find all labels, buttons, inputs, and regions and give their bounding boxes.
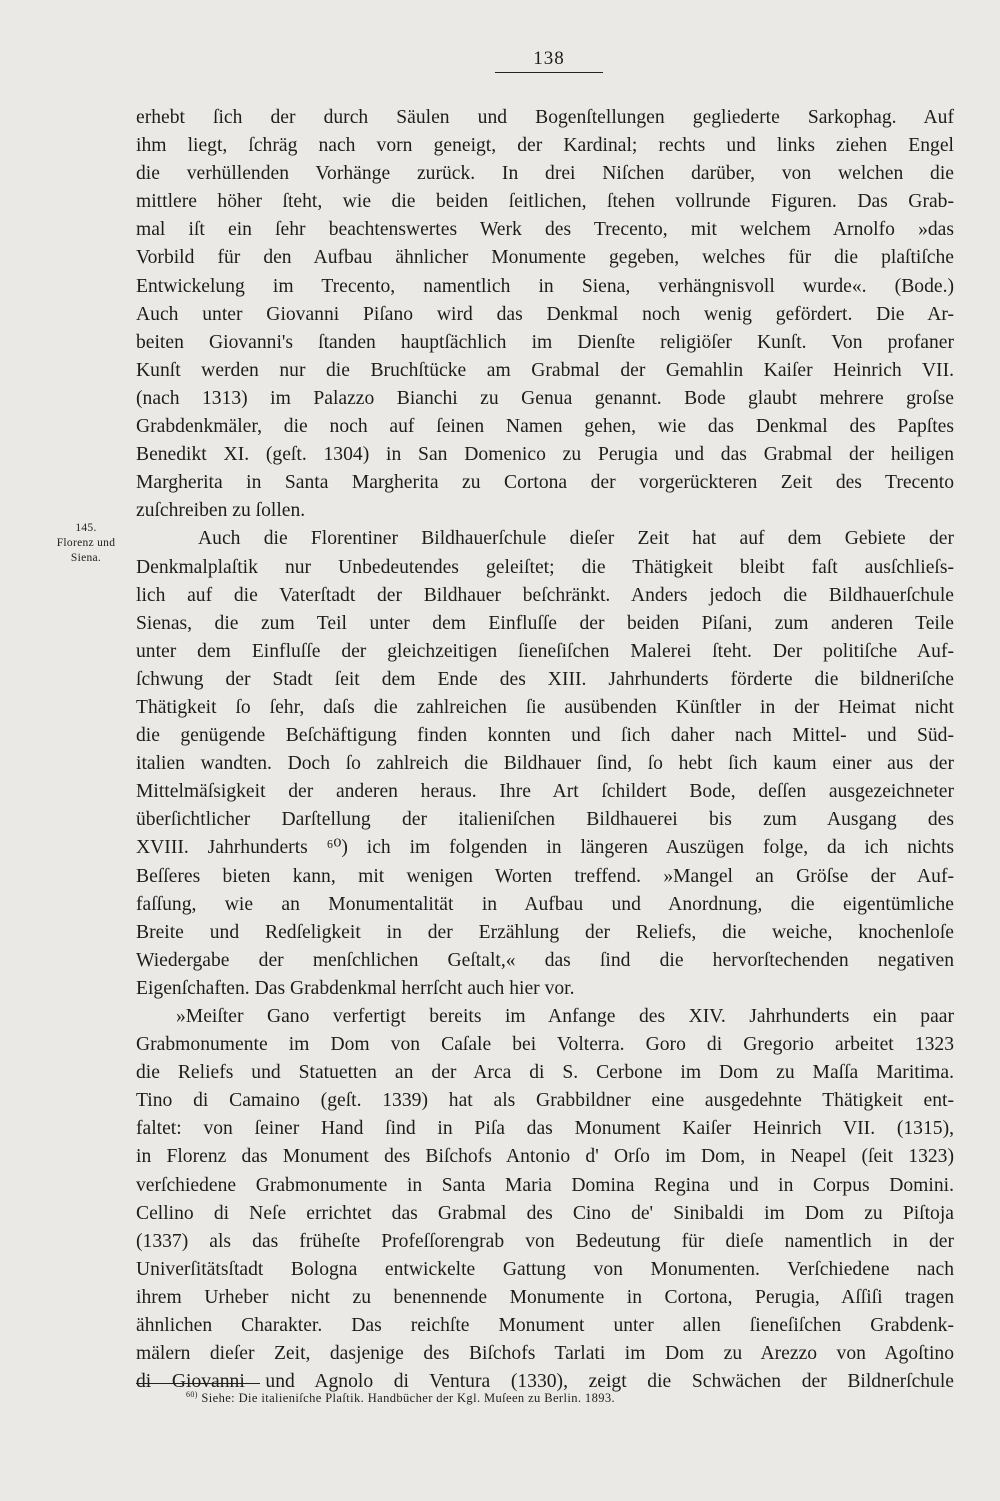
text-line: Wiedergabe der menſchlichen Geſtalt,« das ſind die hervorſtechenden negativen xyxy=(136,949,954,971)
text-line: Auch die Florentiner Bildhauerſchule dieſer Zeit hat auf dem Gebiete der xyxy=(198,528,954,550)
footnote-rule xyxy=(136,1383,260,1384)
text-line: zuſchreiben zu ſollen. xyxy=(136,500,306,522)
text-line: Cellino di Neſe errichtet das Grabmal des Cino de' Sinibaldi im Dom zu Piſtoja xyxy=(136,1202,954,1224)
text-line: mal iſt ein ſehr beachtenswertes Werk des Trecento, mit welchem Arnolfo »das xyxy=(136,219,954,241)
text-line: ähnlichen Charakter. Das reichſte Monument unter allen ſieneſiſchen Grabdenk- xyxy=(136,1315,954,1337)
text-line: faltet: von ſeiner Hand ſind in Piſa das Monument Kaiſer Heinrich VII. (1315), xyxy=(136,1118,954,1140)
text-line: verſchiedene Grabmonumente in Santa Maria Domina Regina und in Corpus Domini. xyxy=(136,1174,954,1196)
text-line: Grabdenkmäler, die noch auf ſeinen Namen gehen, wie das Denkmal des Papſtes xyxy=(136,416,954,438)
text-line: mälern dieſer Zeit, dasjenige des Biſchofs Tarlati im Dom zu Arezzo von Agoſtino xyxy=(136,1343,954,1365)
text-line: XVIII. Jahrhunderts ⁶⁰) ich im folgenden in längeren Auszügen folge, da ich nichts xyxy=(136,837,954,859)
margin-note-line-2: Siena. xyxy=(70,552,102,564)
text-line: faſſung, wie an Monumentalität in Aufbau und Anordnung, die eigentümliche xyxy=(136,893,954,915)
text-line: Beſſeres bieten kann, mit wenigen Worten treffend. »Mangel an Gröſse der Auf- xyxy=(136,865,954,887)
footnote-marker: 60) xyxy=(186,1390,198,1399)
footnote-text: Siehe: Die italieniſche Plaſtik. Handbücher der Kgl. Muſeen zu Berlin. 1893. xyxy=(201,1391,616,1406)
text-line: Auch unter Giovanni Piſano wird das Denkmal noch wenig gefördert. Die Ar- xyxy=(136,303,954,325)
text-line: Mittelmäſsigkeit der anderen heraus. Ihre Art ſchildert Bode, deſſen ausgezeichneter xyxy=(136,781,954,803)
text-line: Entwickelung im Trecento, namentlich in Siena, verhängnisvoll wurde«. (Bode.) xyxy=(136,275,954,297)
text-line: mittlere höher ſteht, wie die beiden ſeitlichen, ſtehen vollrunde Figuren. Das Grab- xyxy=(136,191,954,213)
text-line: ihrem Urheber nicht zu benennende Monumente in Cortona, Perugia, Aſſiſi tragen xyxy=(136,1286,954,1308)
margin-note xyxy=(40,521,132,566)
text-line: di Giovanni und Agnolo di Ventura (1330), zeigt die Schwächen der Bildnerſchule xyxy=(136,1371,954,1393)
page-number: 138 xyxy=(495,48,603,73)
text-line: Denkmalplaſtik nur Unbedeutendes geleiſtet; die Thätigkeit bleibt faſt ausſchlieſs- xyxy=(136,556,954,578)
text-line: lich auf die Vaterſtadt der Bildhauer beſchränkt. Anders jedoch die Bildhauerſchule xyxy=(136,584,954,606)
body-text xyxy=(136,104,954,1396)
text-line: (1337) als das früheſte Profeſſorengrab von Bedeutung für dieſe namentlich in der xyxy=(136,1230,954,1252)
text-line: überſichtlicher Darſtellung der italieniſchen Bildhauerei bis zum Ausgang des xyxy=(136,809,954,831)
text-line: »Meiſter Gano verfertigt bereits im Anfange des XIV. Jahrhunderts ein paar xyxy=(176,1006,954,1027)
text-line: Vorbild für den Aufbau ähnlicher Monumente gegeben, welches für die plaſtiſche xyxy=(136,247,954,269)
text-line: Thätigkeit ſo ſehr, daſs die zahlreichen ſie ausübenden Künſtler in der Heimat nicht xyxy=(136,696,954,718)
text-line: Margherita in Santa Margherita zu Cortona der vorgerückteren Zeit des Trecento xyxy=(136,472,954,494)
text-line: in Florenz das Monument des Biſchofs Antonio d' Orſo im Dom, in Neapel (ſeit 1323) xyxy=(136,1146,954,1168)
margin-note-number: 145. xyxy=(75,522,97,534)
text-line: Eigenſchaften. Das Grabdenkmal herrſcht auch hier vor. xyxy=(136,977,575,999)
text-line: die verhüllenden Vorhänge zurück. In drei Niſchen darüber, von welchen die xyxy=(136,163,954,185)
margin-note-line-1: Florenz und xyxy=(56,537,116,549)
text-line: erhebt ſich der durch Säulen und Bogenſtellungen gegliederte Sarkophag. Auf xyxy=(136,107,954,128)
text-line: (nach 1313) im Palazzo Bianchi zu Genua genannt. Bode glaubt mehrere groſse xyxy=(136,387,954,409)
text-line: unter dem Einfluſſe der gleichzeitigen ſieneſiſchen Malerei ſteht. Der politiſche Auf- xyxy=(136,640,954,662)
text-line: Tino di Camaino (geſt. 1339) hat als Grabbildner eine ausgedehnte Thätigkeit ent- xyxy=(136,1090,954,1112)
text-line: Univerſitätsſtadt Bologna entwickelte Gattung von Monumenten. Verſchiedene nach xyxy=(136,1258,954,1280)
text-line: Kunſt werden nur die Bruchſtücke am Grabmal der Gemahlin Kaiſer Heinrich VII. xyxy=(136,359,954,381)
text-line: Breite und Redſeligkeit in der Erzählung der Reliefs, die weiche, knochenloſe xyxy=(136,921,954,943)
text-line: Sienas, die zum Teil unter dem Einfluſſe der beiden Piſani, zum anderen Teile xyxy=(136,612,954,634)
text-line: Grabmonumente im Dom von Caſale bei Volterra. Goro di Gregorio arbeitet 1323 xyxy=(136,1034,954,1056)
text-line: italien wandten. Doch ſo zahlreich die Bildhauer ſind, ſo hebt ſich kaum einer aus der xyxy=(136,753,954,775)
text-line: beiten Giovanni's ſtanden hauptſächlich im Dienſte religiöſer Kunſt. Von profaner xyxy=(136,331,954,353)
text-line: ſchwung der Stadt ſeit dem Ende des XIII. Jahrhunderts förderte die bildneriſche xyxy=(136,668,954,690)
text-line: ihm liegt, ſchräg nach vorn geneigt, der Kardinal; rechts und links ziehen Engel xyxy=(136,135,954,157)
text-line: die genügende Beſchäftigung finden konnten und ſich daher nach Mittel- und Süd- xyxy=(136,725,954,747)
text-line: Benedikt XI. (geſt. 1304) in San Domenico zu Perugia und das Grabmal der heiligen xyxy=(136,444,954,466)
text-line: die Reliefs und Statuetten an der Arca di S. Cerbone im Dom zu Maſſa Maritima. xyxy=(136,1062,954,1084)
footnote xyxy=(186,1390,615,1406)
